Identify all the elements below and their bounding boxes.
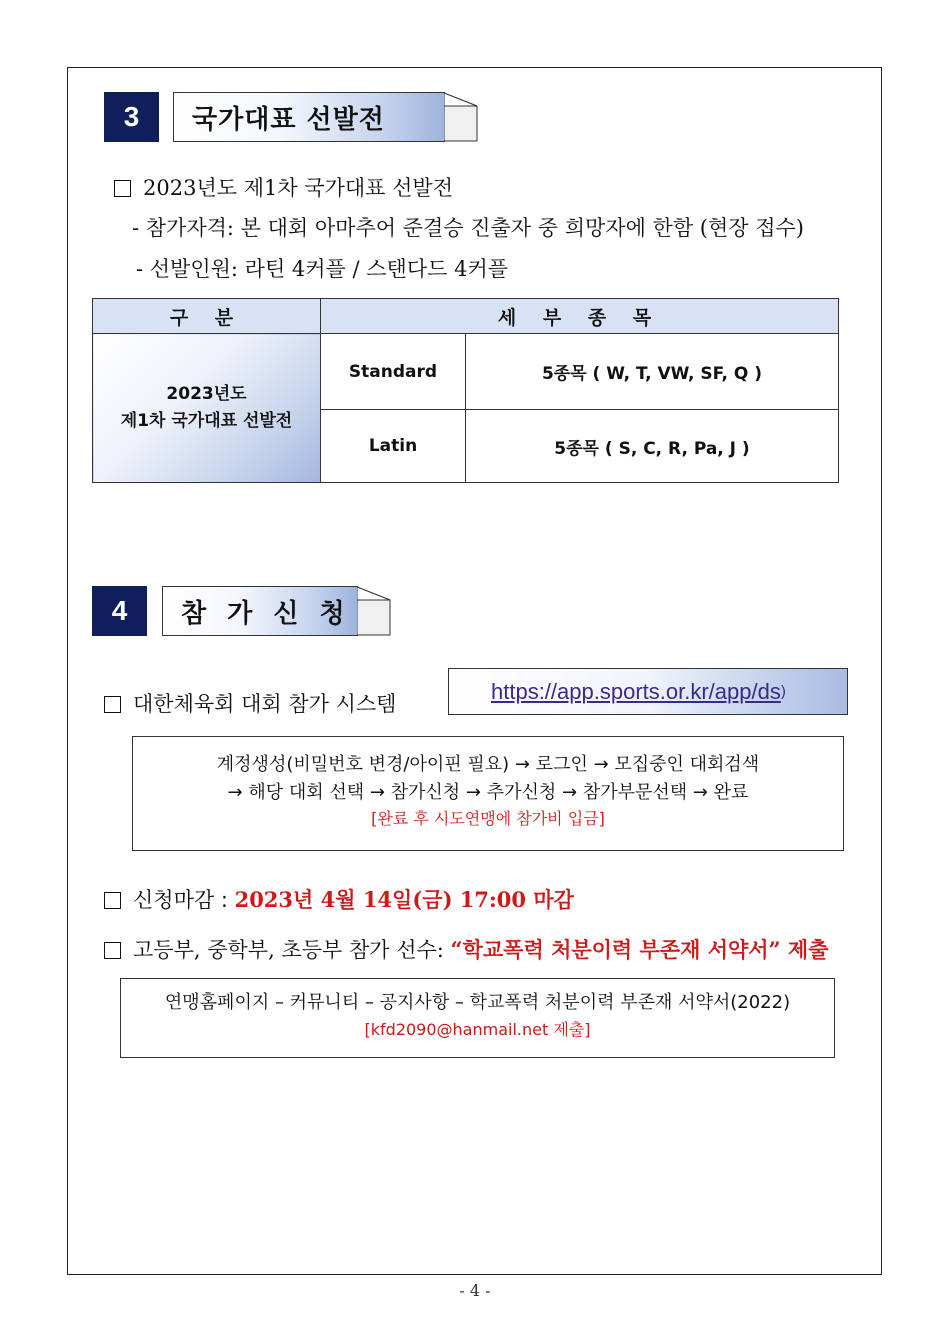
section-3-title: 국가대표 선발전 [173,92,445,142]
deadline-label: 신청마감 : [133,888,235,912]
process-line1: 계정생성(비밀번호 변경/아이핀 필요) → 로그인 → 모집중인 대회검색 [216,754,760,775]
url-suffix: ) [780,683,786,700]
notice-line1: 연맹홈페이지 – 커뮤니티 – 공지사항 – 학교폭력 처분이력 부존재 서약서(2022) [164,992,791,1013]
process-box [132,736,844,851]
selection-table [92,298,839,483]
eligibility-bullet: - 참가자격: 본 대회 아마추어 준결승 진출자 중 희망자에 한함 (현장 접수) [132,216,804,240]
title-fold-icon [444,92,478,142]
sports-system-link[interactable]: https://app.sports.or.kr/app/ds [491,678,781,704]
deadline-value: 2023년 4월 14일(금) 17:00 마감 [234,887,574,912]
checkbox-icon [104,892,121,909]
table-row [93,334,839,410]
title-fold-icon [357,586,391,636]
events-standard: 5종목 ( W, T, VW, SF, Q ) [466,334,839,410]
checkbox-icon [104,942,121,959]
events-latin: 5종목 ( S, C, R, Pa, J ) [466,410,839,483]
heading-text: 2023년도 제1차 국가대표 선발전 [143,176,453,200]
students-line [104,934,829,964]
row-label-cell [93,334,321,483]
row-label-line2: 제1차 국가대표 선발전 [120,411,293,431]
checkbox-icon [114,180,131,197]
section-3-number: 3 [104,92,159,142]
row-label-line1: 2023년도 [166,384,247,404]
section-4-title: 참 가 신 청 [162,586,358,636]
page-number: - 4 - [459,1281,491,1300]
students-label: 고등부, 중학부, 초등부 참가 선수: [133,938,451,962]
notice-line2: [kfd2090@hanmail.net 제출] [364,1020,591,1039]
category-standard: Standard [321,334,466,410]
header-events: 세 부 종 목 [321,299,839,334]
section-4-number: 4 [92,586,147,636]
system-label-line [104,688,396,718]
students-doc: “학교폭력 처분이력 부존재 서약서” 제출 [450,937,829,962]
category-latin: Latin [321,410,466,483]
checkbox-icon [104,696,121,713]
notice-box [120,978,835,1058]
section-3-heading [114,172,453,202]
url-box [448,668,848,715]
header-category: 구 분 [93,299,321,334]
selection-bullet: - 선발인원: 라틴 4커플 / 스탠다드 4커플 [136,257,509,281]
process-note: [완료 후 시도연맹에 참가비 입금] [371,809,605,828]
process-line2: → 해당 대회 선택 → 참가신청 → 추가신청 → 참가부문선택 → 완료 [227,782,749,803]
system-label: 대한체육회 대회 참가 시스템 [133,692,397,716]
table-header-row [93,299,839,334]
deadline-line [104,884,574,914]
